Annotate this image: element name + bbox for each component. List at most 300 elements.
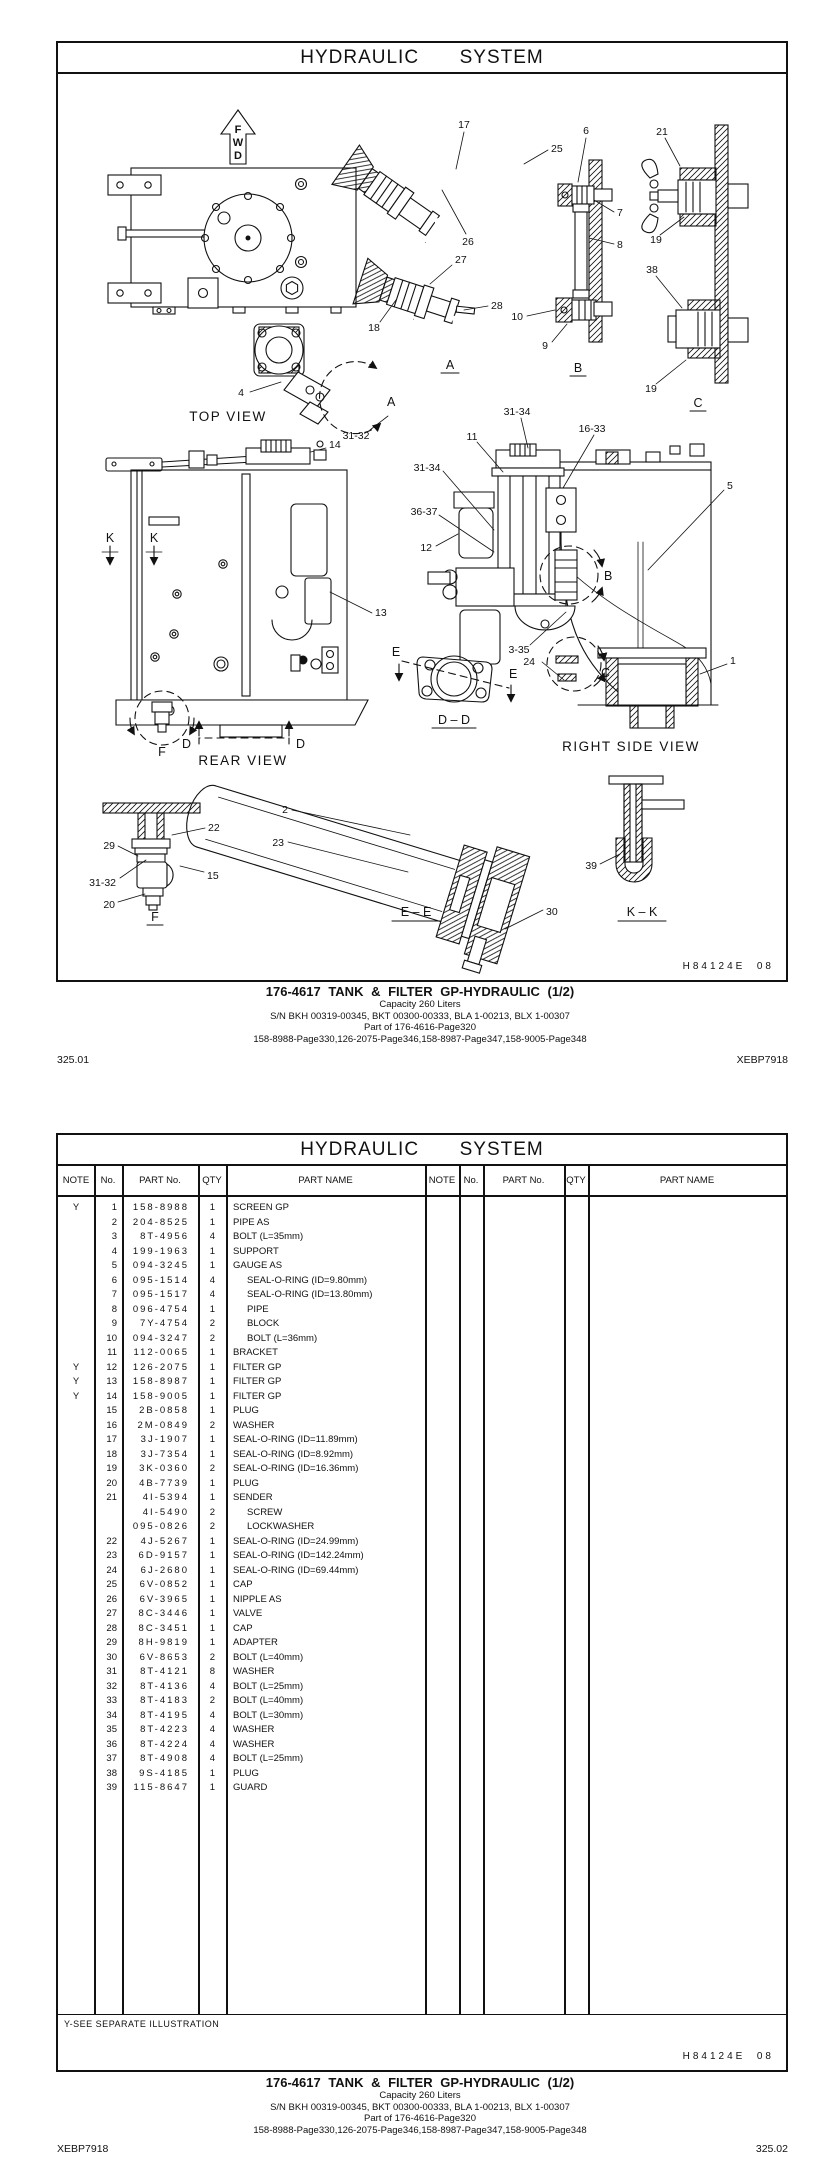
cell-qty: 1: [209, 1245, 215, 1257]
table-row: [58, 1651, 426, 1666]
cell-qty: 1: [209, 1216, 215, 1228]
caption-title: 176-4617 TANK & FILTER GP-HYDRAULIC (1/2): [265, 984, 575, 999]
cell-note: Y: [72, 1361, 80, 1373]
cell-name: SEAL-O-RING (ID=24.99mm): [233, 1535, 359, 1547]
cell-note: [58, 1506, 94, 1521]
caption-partof: Part of 176-4616-Page320: [364, 2113, 476, 2124]
callout-5: [648, 480, 733, 570]
rear-view-label: REAR VIEW: [198, 753, 288, 768]
cell-part: 4I-5490: [142, 1506, 189, 1518]
table-row: [58, 1288, 426, 1303]
svg-text:10: 10: [511, 311, 523, 323]
callout-13: [330, 592, 387, 619]
kk-detail-drawing: [609, 776, 684, 882]
cell-note: [58, 1491, 94, 1506]
cell-name: PIPE AS: [233, 1216, 270, 1228]
svg-text:9: 9: [542, 340, 548, 352]
caption-capacity: Capacity 260 Liters: [379, 2090, 461, 2101]
cell-qty: 2: [209, 1651, 215, 1663]
detail-a-rotation-mark: [320, 362, 396, 434]
svg-text:31-34: 31-34: [413, 462, 441, 474]
cell-part: 8T-4956: [140, 1231, 189, 1242]
table-row: [58, 1361, 426, 1376]
cell-note: [58, 1694, 94, 1709]
table-row: [58, 1549, 426, 1564]
cell-no: 5: [111, 1260, 117, 1271]
sheet2-page-number: 325.02: [755, 2143, 788, 2155]
svg-text:26: 26: [462, 236, 474, 248]
table-row: [58, 1723, 426, 1738]
callout-18: [368, 300, 396, 334]
cell-part: 8T-4121: [140, 1666, 189, 1677]
table-row: [58, 1303, 426, 1318]
parts-table-rows: [58, 1201, 426, 1796]
cell-no: 21: [106, 1492, 117, 1503]
cell-note: [58, 1332, 94, 1347]
cell-part: 8C-3451: [138, 1622, 189, 1634]
cell-name: SENDER: [233, 1492, 273, 1503]
cell-qty: 2: [209, 1419, 215, 1431]
sheet2-doc-code: XEBP7918: [57, 2143, 109, 2155]
cell-name: PIPE: [247, 1303, 269, 1315]
column-rule: [483, 1166, 485, 2014]
cell-note: Y: [72, 1376, 80, 1387]
cell-note: [58, 1622, 94, 1637]
cell-qty: 4: [209, 1709, 215, 1721]
svg-text:B: B: [604, 569, 613, 583]
cell-part: 199-1963: [132, 1245, 189, 1257]
svg-text:27: 27: [455, 254, 467, 266]
svg-text:31-32: 31-32: [89, 877, 116, 889]
table-row: [58, 1709, 426, 1724]
cell-qty: 4: [209, 1274, 215, 1286]
callout-17: [456, 119, 470, 169]
sheet1-title: HYDRAULIC SYSTEM: [58, 43, 786, 74]
cell-name: PLUG: [233, 1405, 259, 1416]
cell-name: BOLT (L=40mm): [233, 1695, 304, 1706]
cell-name: SEAL-O-RING (ID=142.24mm): [233, 1550, 364, 1561]
svg-text:D: D: [234, 150, 242, 162]
cell-no: 34: [106, 1709, 117, 1721]
cell-name: BRACKET: [233, 1347, 278, 1358]
svg-text:11: 11: [466, 431, 478, 443]
sheet2-caption: [0, 2076, 840, 2136]
cell-no: 33: [106, 1695, 117, 1706]
parts-list-sheet: [56, 1133, 788, 2072]
svg-text:E: E: [391, 645, 401, 659]
cell-qty: 4: [209, 1231, 215, 1242]
sheet1-page-number: 325.01: [57, 1054, 90, 1066]
cell-no: 18: [106, 1448, 117, 1460]
rear-view-drawing: [106, 440, 368, 737]
svg-text:B: B: [573, 361, 583, 375]
svg-text:22: 22: [208, 822, 220, 834]
cell-part: 3K-0360: [139, 1463, 189, 1474]
col-note: NOTE: [62, 1175, 90, 1186]
cell-note: [58, 1535, 94, 1550]
svg-text:W: W: [232, 137, 244, 149]
cell-part: 115-8647: [133, 1782, 189, 1793]
cell-no: [94, 1520, 122, 1535]
cell-note: [58, 1288, 94, 1303]
table-row: [58, 1477, 426, 1492]
svg-text:K: K: [149, 531, 159, 545]
cell-qty: 8: [209, 1666, 215, 1677]
svg-text:31-32: 31-32: [342, 430, 370, 442]
table-row: [58, 1332, 426, 1347]
cell-no: 7: [111, 1289, 117, 1300]
svg-text:E: E: [509, 667, 518, 681]
cell-name: SEAL-O-RING (ID=9.80mm): [247, 1274, 368, 1286]
svg-text:2: 2: [282, 804, 288, 816]
cell-part: 4B-7739: [139, 1477, 189, 1489]
f-detail-drawing: [103, 803, 200, 910]
section-k-arrows: [102, 531, 162, 564]
col-qty-2: QTY: [566, 1175, 586, 1186]
cell-no: 13: [106, 1376, 117, 1387]
cell-note: [58, 1245, 94, 1260]
cell-name: SCREW: [247, 1506, 283, 1518]
cell-note: [58, 1738, 94, 1753]
cell-part: 095-1517: [132, 1289, 189, 1300]
svg-text:D: D: [296, 737, 306, 751]
callout-10: [511, 310, 555, 323]
table-footer-band: [58, 2014, 786, 2069]
cell-qty: 1: [209, 1347, 215, 1358]
cell-note: [58, 1651, 94, 1666]
cell-part: 2B-0858: [139, 1405, 189, 1416]
cell-part: 094-3245: [132, 1260, 189, 1271]
cell-name: WASHER: [233, 1419, 275, 1431]
cell-note: [58, 1520, 94, 1535]
cell-qty: 1: [209, 1434, 215, 1445]
table-row: [58, 1201, 426, 1216]
svg-text:38: 38: [646, 264, 658, 276]
callout-23: [272, 837, 408, 872]
cell-part: 4J-5267: [140, 1535, 189, 1547]
cell-note: [58, 1709, 94, 1724]
sheet1-caption: [0, 985, 840, 1045]
caption-pagerefs: 158-8988-Page330,126-2075-Page346,158-8987-Page347,158-9005-Page348: [253, 2124, 587, 2136]
detail-c-circle: [547, 637, 610, 691]
table-row: [58, 1259, 426, 1274]
table-row: [58, 1375, 426, 1390]
caption-serials: S/N BKH 00319-00345, BKT 00300-00333, BLA 1-00213, BLX 1-00307: [270, 1010, 570, 1022]
cell-no: 12: [106, 1361, 117, 1373]
svg-text:20: 20: [103, 899, 115, 911]
cell-note: Y: [72, 1390, 80, 1402]
cell-name: SEAL-O-RING (ID=16.36mm): [233, 1463, 359, 1474]
cell-name: BLOCK: [247, 1318, 280, 1329]
cell-no: 4: [111, 1245, 117, 1257]
col-no: No.: [100, 1175, 116, 1186]
cell-name: SUPPORT: [233, 1245, 279, 1257]
cell-name: WASHER: [233, 1724, 275, 1735]
cell-qty: 1: [209, 1260, 215, 1271]
cell-note: [58, 1419, 94, 1434]
callout-39: [585, 854, 620, 872]
cell-qty: 1: [209, 1390, 215, 1402]
cell-part: 6V-8653: [139, 1651, 189, 1663]
table-row: [58, 1593, 426, 1608]
col-name: PART NAME: [298, 1175, 353, 1186]
cell-qty: 1: [209, 1608, 215, 1619]
svg-text:8: 8: [617, 239, 623, 251]
cell-name: FILTER GP: [233, 1361, 282, 1373]
col-part: PART No.: [139, 1175, 181, 1186]
cell-no: 31: [106, 1666, 117, 1677]
cell-no: 39: [106, 1782, 117, 1793]
cell-qty: 4: [209, 1680, 215, 1692]
kk-section-label: [618, 905, 666, 921]
cell-note: [58, 1433, 94, 1448]
cell-part: 8H-9819: [138, 1637, 189, 1648]
cell-note: [58, 1723, 94, 1738]
svg-text:21: 21: [656, 126, 668, 138]
svg-text:7: 7: [617, 207, 623, 219]
caption-pagerefs: 158-8988-Page330,126-2075-Page346,158-8987-Page347,158-9005-Page348: [253, 1033, 587, 1045]
column-rule: [459, 1166, 461, 2014]
caption-title: 176-4617 TANK & FILTER GP-HYDRAULIC (1/2): [265, 2075, 575, 2090]
cell-name: WASHER: [233, 1738, 275, 1750]
cell-qty: 2: [209, 1695, 215, 1706]
svg-text:18: 18: [368, 322, 380, 334]
lower-hose-assembly: [342, 258, 480, 373]
cell-no: 14: [106, 1390, 117, 1402]
callout-4: [238, 382, 281, 399]
table-row: [58, 1767, 426, 1782]
cell-note: [58, 1259, 94, 1274]
cell-qty: 4: [209, 1724, 215, 1735]
cell-name: VALVE: [233, 1608, 263, 1619]
cell-no: 27: [106, 1608, 117, 1619]
svg-text:31-34: 31-34: [503, 406, 531, 418]
cell-qty: 4: [209, 1738, 215, 1750]
svg-text:25: 25: [551, 143, 563, 155]
cell-part: 4I-5394: [142, 1492, 189, 1503]
cell-no: 10: [106, 1332, 117, 1344]
cell-part: 6V-0852: [139, 1579, 189, 1590]
cell-part: 096-4754: [132, 1303, 189, 1315]
table-row: [58, 1520, 426, 1535]
parts-table-header: [58, 1166, 786, 1197]
detail-c-label: [690, 396, 706, 411]
callout-31-34-a: [504, 406, 531, 448]
cell-part: 8T-4195: [140, 1709, 189, 1721]
cell-no: 23: [106, 1550, 117, 1561]
cell-part: 3J-7354: [140, 1448, 189, 1460]
table-row: [58, 1462, 426, 1477]
cell-no: 24: [106, 1564, 117, 1576]
table-row: [58, 1622, 426, 1637]
cell-name: ADAPTER: [233, 1637, 278, 1648]
gauge-assembly-drawing: [556, 160, 612, 342]
cell-no: 8: [111, 1303, 117, 1315]
svg-text:15: 15: [207, 870, 219, 882]
cell-name: BOLT (L=25mm): [233, 1753, 304, 1764]
cell-note: [58, 1636, 94, 1651]
svg-text:23: 23: [272, 837, 284, 849]
cell-name: BOLT (L=36mm): [247, 1332, 318, 1344]
cell-name: GAUGE AS: [233, 1260, 283, 1271]
cell-note: [58, 1317, 94, 1332]
table-row: [58, 1230, 426, 1245]
cell-part: 6V-3965: [139, 1593, 189, 1605]
cell-name: SEAL-O-RING (ID=11.89mm): [233, 1434, 358, 1445]
cell-name: PLUG: [233, 1477, 259, 1489]
svg-text:5: 5: [727, 480, 733, 492]
callout-2: [282, 804, 410, 835]
cell-part: 095-1514: [132, 1274, 189, 1286]
cell-note: [58, 1607, 94, 1622]
cell-qty: 1: [209, 1202, 215, 1213]
svg-text:24: 24: [523, 656, 535, 668]
svg-text:A: A: [445, 358, 455, 372]
svg-text:4: 4: [238, 387, 244, 399]
svg-text:36-37: 36-37: [410, 506, 438, 518]
callout-15: [180, 866, 219, 882]
cell-note: [58, 1346, 94, 1361]
cell-qty: 1: [209, 1303, 215, 1315]
cell-qty: 1: [209, 1622, 215, 1634]
table-row: [58, 1404, 426, 1419]
cell-note: [58, 1593, 94, 1608]
table-row: [58, 1491, 426, 1506]
cell-part: 094-3247: [132, 1332, 189, 1344]
table-row: [58, 1419, 426, 1434]
svg-text:C: C: [693, 396, 703, 410]
cell-qty: 4: [209, 1753, 215, 1764]
cell-note: [58, 1448, 94, 1463]
cell-no: 2: [111, 1216, 117, 1228]
col-note-2: NOTE: [428, 1175, 456, 1186]
table-row: [58, 1738, 426, 1753]
table-row: [58, 1564, 426, 1579]
caption-partof: Part of 176-4616-Page320: [364, 1022, 476, 1033]
detail-a-letter: A: [387, 395, 396, 409]
cell-name: WASHER: [233, 1666, 275, 1677]
table-row: [58, 1433, 426, 1448]
cell-no: [94, 1506, 122, 1521]
cell-qty: 1: [209, 1550, 215, 1561]
table-row: [58, 1506, 426, 1521]
cell-name: GUARD: [233, 1782, 268, 1793]
cell-qty: 2: [209, 1318, 215, 1329]
caption-serials: S/N BKH 00319-00345, BKT 00300-00333, BLA 1-00213, BLX 1-00307: [270, 2101, 570, 2113]
cell-note: [58, 1564, 94, 1579]
callout-38: [646, 264, 682, 308]
table-row: [58, 1607, 426, 1622]
cell-part: 8T-4136: [140, 1680, 189, 1692]
cell-part: 6J-2680: [140, 1564, 189, 1576]
cell-note: [58, 1767, 94, 1782]
cell-part: 8T-4183: [140, 1695, 189, 1706]
callout-21: [656, 126, 680, 166]
cell-note: [58, 1477, 94, 1492]
table-row: [58, 1665, 426, 1680]
cell-no: 25: [106, 1579, 117, 1590]
cell-name: NIPPLE AS: [233, 1593, 282, 1605]
callout-6: [578, 125, 589, 182]
svg-text:K: K: [105, 531, 115, 545]
cell-note: [58, 1781, 94, 1796]
cell-note: [58, 1578, 94, 1593]
svg-text:29: 29: [103, 840, 115, 852]
cell-part: 8T-4223: [140, 1724, 189, 1735]
svg-text:1: 1: [730, 655, 736, 667]
cell-part: 6D-9157: [138, 1550, 189, 1561]
svg-text:39: 39: [585, 860, 597, 872]
col-part-2: PART No.: [502, 1175, 545, 1186]
cell-qty: 2: [209, 1506, 215, 1518]
table-row: [58, 1346, 426, 1361]
table-row: [58, 1636, 426, 1651]
cell-qty: 1: [209, 1477, 215, 1489]
cell-name: PLUG: [233, 1767, 259, 1779]
cell-part: 112-0065: [133, 1347, 189, 1358]
cell-part: 095-0826: [132, 1521, 189, 1532]
cell-qty: 1: [209, 1448, 215, 1460]
cell-no: 28: [106, 1622, 117, 1634]
callout-25: [524, 143, 563, 164]
table-row: [58, 1216, 426, 1231]
callout-20: [103, 894, 145, 911]
cell-no: 15: [106, 1405, 117, 1416]
sheet1-doc-code: XEBP7918: [736, 1054, 788, 1066]
cell-no: 29: [106, 1637, 117, 1648]
cell-qty: 1: [209, 1593, 215, 1605]
cell-name: FILTER GP: [233, 1376, 282, 1387]
cell-no: 19: [106, 1463, 117, 1474]
cell-name: FILTER GP: [233, 1390, 282, 1402]
cell-no: 11: [107, 1347, 117, 1358]
detail-b-label: [570, 361, 586, 376]
sheet2-title: HYDRAULIC SYSTEM: [58, 1135, 786, 1166]
right-side-view-label: RIGHT SIDE VIEW: [562, 739, 700, 754]
cell-note: [58, 1462, 94, 1477]
table-row: [58, 1390, 426, 1405]
cell-qty: 1: [209, 1361, 215, 1373]
cell-qty: 1: [209, 1492, 215, 1503]
svg-text:13: 13: [375, 607, 387, 619]
cell-qty: 1: [209, 1535, 215, 1547]
table-row: [58, 1752, 426, 1767]
table-row: [58, 1680, 426, 1695]
cell-no: 38: [106, 1767, 117, 1779]
hydraulic-tank-diagram: [58, 72, 786, 980]
svg-text:17: 17: [458, 119, 470, 131]
svg-text:12: 12: [420, 542, 432, 554]
cell-qty: 2: [209, 1463, 215, 1474]
svg-text:F: F: [158, 745, 166, 759]
cell-name: CAP: [233, 1579, 253, 1590]
cell-qty: 1: [209, 1564, 215, 1576]
table-row: [58, 1448, 426, 1463]
cell-name: LOCKWASHER: [247, 1521, 315, 1532]
cell-no: 35: [106, 1724, 117, 1735]
table-row: [58, 1781, 426, 1796]
cell-no: 6: [111, 1274, 117, 1286]
illustration-sheet: [56, 41, 788, 982]
cell-qty: 1: [209, 1579, 215, 1590]
cell-name: BOLT (L=40mm): [233, 1651, 304, 1663]
cell-note: [58, 1216, 94, 1231]
plate-code: H84124E 08: [682, 2051, 774, 2062]
callout-31-32-top: [343, 416, 388, 442]
cell-name: SCREEN GP: [233, 1202, 289, 1213]
col-name-2: PART NAME: [659, 1175, 715, 1186]
svg-text:19: 19: [645, 383, 657, 395]
